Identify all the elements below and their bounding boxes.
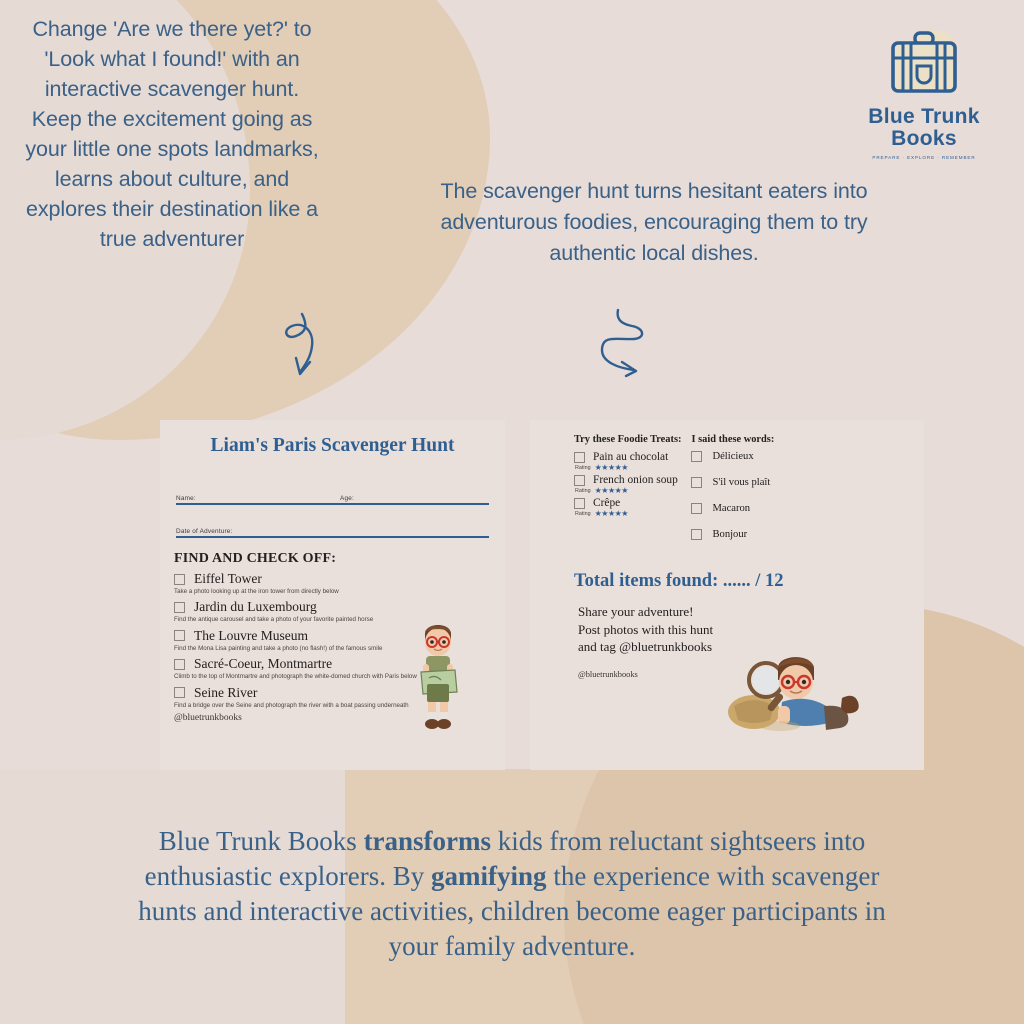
- list-item[interactable]: [691, 451, 774, 462]
- hunt-item-hint: Find the Mona Lisa painting and take a photo (no flash!) of the famous smile: [174, 644, 383, 652]
- outro-bold-gamifying: gamifying: [431, 861, 547, 891]
- logo-wordmark: [860, 106, 988, 150]
- list-item[interactable]: [691, 529, 774, 540]
- find-and-check-off-heading: FIND AND CHECK OFF:: [174, 551, 337, 566]
- words-heading: I said these words:: [691, 434, 775, 445]
- field-label-name: Name:: [176, 495, 196, 502]
- word-name: Délicieux: [712, 451, 754, 462]
- outro-part-3: the experience with scavenger hunts and interactive activities, children become eager participants in your family adventure.: [138, 861, 886, 961]
- form-fields: [176, 485, 489, 538]
- curly-arrow-left-icon: [272, 312, 348, 384]
- outro-paragraph: [120, 824, 904, 964]
- list-item[interactable]: [174, 571, 491, 596]
- intro-text-right: The scavenger hunt turns hesitant eaters into adventurous foodies, encouraging them to try authentic local dishes.: [440, 179, 868, 265]
- rating-label: Rating: [575, 510, 591, 517]
- curly-arrow-right-icon: [588, 308, 666, 382]
- hunt-item-hint: Climb to the top of Montmartre and photograph the white-domed church with Paris below: [174, 673, 417, 681]
- trunk-icon: [881, 28, 967, 104]
- checkbox-icon[interactable]: [691, 477, 702, 488]
- field-label-age: Age:: [340, 495, 354, 502]
- list-item[interactable]: [691, 503, 774, 514]
- checkbox-icon[interactable]: [174, 574, 185, 585]
- outro-bold-transforms: transforms: [363, 826, 492, 856]
- hunt-item-name: Sacré-Coeur, Montmartre: [194, 656, 333, 672]
- checkbox-icon[interactable]: [574, 452, 585, 463]
- rating-stars[interactable]: ★★★★★: [594, 463, 628, 472]
- list-item[interactable]: [691, 477, 774, 488]
- checkbox-icon[interactable]: [691, 503, 702, 514]
- checkbox-icon[interactable]: [691, 451, 702, 462]
- food-name: French onion soup: [593, 474, 678, 486]
- food-name: Crêpe: [593, 497, 621, 509]
- foodie-card-handle: @bluetrunkbooks: [578, 669, 638, 679]
- total-label: Total items found:: [574, 571, 719, 591]
- logo-line-2: Books: [891, 127, 957, 150]
- outro-part-1: Blue Trunk Books: [158, 826, 364, 856]
- list-item[interactable]: [574, 497, 681, 518]
- foodie-column: [574, 434, 681, 555]
- total-blank[interactable]: ......: [722, 571, 751, 591]
- rating-label: Rating: [575, 464, 591, 471]
- boy-with-map-illustration: [405, 612, 471, 736]
- share-instructions: Share your adventure! Post photos with this hunt and tag @bluetrunkbooks: [578, 604, 714, 654]
- checkbox-icon[interactable]: [174, 687, 185, 698]
- list-item[interactable]: [574, 451, 681, 472]
- brand-logo: [860, 28, 988, 160]
- foodie-heading: Try these Foodie Treats:: [574, 434, 682, 445]
- field-row-date[interactable]: [176, 518, 489, 538]
- words-column: [691, 434, 774, 555]
- field-row-name-age[interactable]: [176, 485, 489, 505]
- checkbox-icon[interactable]: [691, 529, 702, 540]
- hunt-item-hint: Find the antique carousel and take a photo of your favorite painted horse: [174, 616, 374, 624]
- hunt-item-name: Jardin du Luxembourg: [194, 599, 317, 615]
- word-name: S'il vous plaît: [712, 477, 771, 488]
- checkbox-icon[interactable]: [174, 602, 185, 613]
- hunt-item-name: Seine River: [194, 684, 258, 700]
- food-name: Pain au chocolat: [593, 451, 669, 463]
- rating-label: Rating: [575, 487, 591, 494]
- logo-tagline: PREPARE · EXPLORE · REMEMBER: [872, 155, 976, 160]
- checkbox-icon[interactable]: [174, 630, 185, 641]
- checkbox-icon[interactable]: [574, 498, 585, 509]
- rating-stars[interactable]: ★★★★★: [594, 509, 628, 518]
- hunt-title: Liam's Paris Scavenger Hunt: [210, 435, 455, 456]
- checkbox-icon[interactable]: [574, 475, 585, 486]
- logo-line-1: Blue Trunk: [868, 105, 980, 128]
- boy-with-magnifier-illustration: [720, 640, 868, 732]
- field-label-date: Date of Adventure:: [176, 528, 233, 535]
- word-name: Macaron: [712, 503, 751, 514]
- total-max: 12: [765, 571, 784, 591]
- hunt-item-name: Eiffel Tower: [194, 571, 262, 586]
- checkbox-icon[interactable]: [174, 659, 185, 670]
- rating-stars[interactable]: ★★★★★: [594, 486, 628, 495]
- list-item[interactable]: [574, 474, 681, 495]
- rating-row[interactable]: [575, 463, 681, 472]
- total-items-found: [574, 571, 924, 592]
- rating-row[interactable]: [575, 509, 681, 518]
- outro-part-2: kids from reluctant sightseers into enthusiastic explorers. By: [144, 826, 866, 891]
- word-name: Bonjour: [712, 529, 748, 540]
- total-divider: /: [755, 571, 761, 591]
- hunt-card-handle: @bluetrunkbooks: [174, 713, 242, 724]
- hunt-item-hint: Take a photo looking up at the iron tower from directly below: [174, 588, 339, 595]
- hunt-item-name: The Louvre Museum: [194, 627, 308, 643]
- intro-text-left: Change 'Are we there yet?' to 'Look what I found!' with an interactive scavenger hunt. Keep the excitement going as your little one spots landmarks, learns about culture, and explores their destination like a true adventurer: [25, 17, 319, 251]
- hunt-item-hint: Find a bridge over the Seine and photograph the river with a boat passing underneath: [174, 701, 409, 709]
- rating-row[interactable]: [575, 486, 681, 495]
